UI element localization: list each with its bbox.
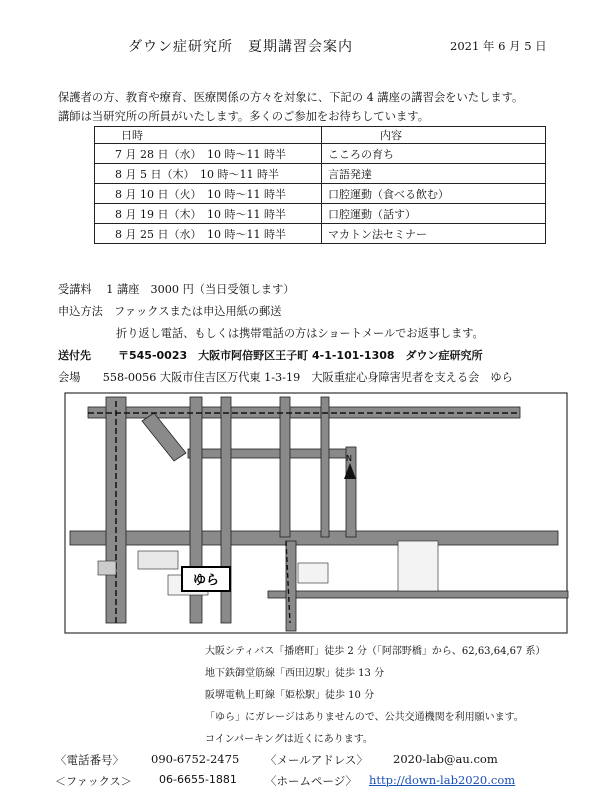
fee-line: 受講料 1 講座 3000 円（当日受領します） [58,283,295,296]
schedule-topic: マカトン法セミナー [322,224,546,244]
access-garage-note: 「ゆら」にガレージはありませんので、公共交通機関を利用願います。 [205,712,524,723]
phone-value: 090-6752-2475 [151,752,240,766]
north-label: N [346,454,352,463]
schedule-header-row [95,127,546,144]
table-row [95,164,546,184]
send-address: 〒545-0023 大阪市阿倍野区王子町 4-1-101-1308 ダウン症研究所 [118,349,483,362]
schedule-table [94,126,546,244]
apply-line: 申込方法 ファックスまたは申込用紙の郵送 [58,305,282,318]
map-graphic [58,391,574,635]
intro-line-2: 講師は当研究所の所員がいたします。多くのご参加をお待ちしています。 [58,110,429,123]
table-row [95,204,546,224]
access-parking-note: コインパーキングは近くにあります。 [205,734,373,745]
access-subway: 地下鉄御堂筋線「西田辺駅」徒歩 13 分 [205,668,385,679]
table-row [95,184,546,204]
fax-label: ＜ファックス＞ [55,775,132,788]
apply-note-line: 折り返し電話、もしくは携帯電話の方はショートメールでお返事します。 [116,327,484,340]
email-label: 〈メールアドレス〉 [265,753,368,767]
schedule-when: 8 月 25 日（水） 10 時〜11 時半 [95,224,322,244]
access-tram: 阪堺電軌上町線「姫松駅」徒歩 10 分 [205,690,375,701]
web-label: 〈ホームページ〉 [265,774,357,788]
schedule-topic: 言語発達 [322,164,546,184]
schedule-header-date: 日時 [95,127,322,144]
venue-map-label: ゆら [192,573,220,588]
fax-value: 06-6655-1881 [159,773,237,786]
intro-line-1: 保護者の方、教育や療育、医療関係の方々を対象に、下記の 4 講座の講習会をいたします。 [58,91,524,104]
access-bus: 大阪シティバス「播磨町」徒歩 2 分（「阿部野橋」から、62,63,64,67 系） [205,646,546,657]
phone-label: 〈電話番号〉 [55,753,124,767]
schedule-topic: 口腔運動（食べる飲む） [322,184,546,204]
schedule-when: 8 月 19 日（木） 10 時〜11 時半 [95,204,322,224]
schedule-when: 8 月 10 日（火） 10 時〜11 時半 [95,184,322,204]
email-value: 2020-lab@au.com [393,752,498,766]
homepage-link[interactable]: http://down-lab2020.com [369,773,516,787]
schedule-topic: 口腔運動（話す） [322,204,546,224]
table-row [95,144,546,164]
schedule-when: 7 月 28 日（水） 10 時〜11 時半 [95,144,322,164]
page-title: ダウン症研究所 夏期講習会案内 [128,39,353,55]
schedule-topic: こころの育ち [322,144,546,164]
access-map [58,391,574,635]
schedule-header-topic: 内容 [322,127,546,144]
schedule-when: 8 月 5 日（木） 10 時〜11 時半 [95,164,322,184]
table-row [95,224,546,244]
send-label: 送付先 [58,349,91,362]
issue-date: 2021 年 6 月 5 日 [450,39,547,53]
venue-line: 会場 558-0056 大阪市住吉区万代東 1-3-19 大阪重症心身障害児者を支える会 ゆら [58,371,513,384]
